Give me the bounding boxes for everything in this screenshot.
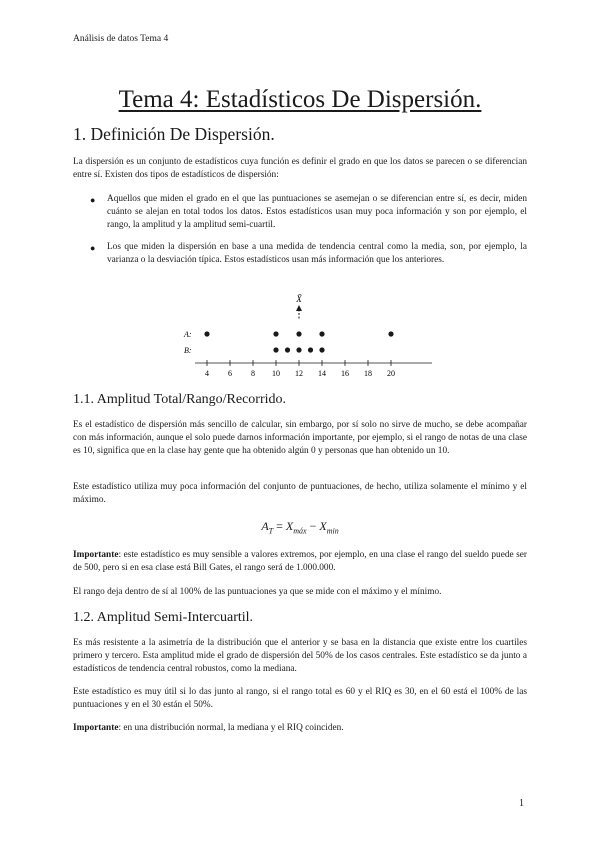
axis-tick-label: 8 — [251, 369, 255, 378]
paragraph-rango-4: El rango deja dentro de sí al 100% de las puntuaciones ya que se mide con el máximo y el mínimo. — [73, 587, 442, 597]
data-points — [204, 331, 393, 352]
intro-paragraph: La dispersión es un conjunto de estadísticos cuya función es definir el grado en que los datos se parecen o se diferencian entre sí. Existen dos tipos de estadísticos de dispersión: — [73, 157, 527, 180]
formula-rhs-1: X — [285, 519, 294, 533]
paragraph-riq-2: Este estadístico es muy útil si lo das junto al rango, si el rango total es 60 y el RIQ es 30, en el 60 está el 100% de las puntuaciones y en el 30 están el 50%. — [73, 687, 527, 710]
important-label: Importante — [73, 550, 119, 560]
data-point-b — [273, 347, 278, 352]
bullet-item-1: Aquellos que miden el grado en el que las puntuaciones se asemejan o se diferencian entre sí, es decir, miden cuánto se alejan en total todos los datos. Estos estadísticos usan muy poca información y son por ejemplo, el rango, la amplitud y la amplitud semi-cuartil. — [107, 194, 527, 230]
data-point-a — [296, 331, 301, 336]
bullet-item-2: Los que miden la dispersión en base a una medida de tendencia central como la media, son, por ejemplo, la varianza o la desviación típica. Estos estadísticos usan más información que los anteriores. — [107, 242, 527, 265]
paragraph-rango-importante — [73, 549, 527, 575]
section-heading-definicion: 1. Definición De Dispersión. — [73, 124, 275, 144]
row-label-a: A: — [184, 330, 192, 339]
formula-amplitud-total: $A_T = X_{máx} - X_{min}$ — [261, 519, 339, 536]
data-point-b — [285, 347, 290, 352]
mean-arrowhead — [296, 305, 302, 311]
axis-tick-label: 16 — [341, 369, 349, 378]
important-text: : este estadístico es muy sensible a valores extremos, por ejemplo, en una clase el rango del sueldo puede ser de 500, pero si en esa clase está Bill Gates, el rango será de 1.000.000. — [73, 550, 527, 573]
paragraph-rango-2: Este estadístico utiliza muy poca información del conjunto de puntuaciones, de hecho, utiliza solamente el mínimo y el máximo. — [73, 482, 527, 505]
paragraph-riq-importante — [73, 722, 527, 735]
axis-tick-label: 4 — [205, 369, 209, 378]
paragraph-riq-1: Es más resistente a la asimetría de la distribución que el anterior y se basa en la distancia que existe entre los cuartiles primero y tercero. Esta amplitud mide el grado de dispersión del 50% de los casos centrales. Este estadístico se da junto a estadísticos de tendencia central robustos, como la mediana. — [73, 638, 527, 674]
data-point-a — [204, 331, 209, 336]
bullet-marker: ● — [90, 195, 96, 205]
formula-rhs-2-sub: min — [326, 526, 339, 536]
data-point-a — [388, 331, 393, 336]
formula-lhs-sub: T — [268, 526, 274, 536]
formula-rhs-2: X — [319, 519, 327, 533]
axis-tick-label: 10 — [272, 369, 280, 378]
page-title: Tema 4: Estadísticos De Dispersión. — [118, 86, 482, 113]
data-point-b — [296, 347, 301, 352]
axis-tick-label: 14 — [318, 369, 326, 378]
axis-tick-label: 18 — [364, 369, 372, 378]
section-heading-semi-intercuartil: 1.2. Amplitud Semi-Intercuartil. — [73, 610, 254, 625]
bullet-marker: ● — [90, 243, 96, 253]
important-text: : en una distribución normal, la mediana y el RIQ coinciden. — [118, 723, 344, 733]
page-header: Análisis de datos Tema 4 — [73, 34, 169, 44]
important-label: Importante — [73, 723, 119, 733]
section-heading-amplitud-total: 1.1. Amplitud Total/Rango/Recorrido. — [73, 392, 287, 407]
paragraph-rango-1: Es el estadístico de dispersión más sencillo de calcular, sin embargo, por sí solo no sirve de mucho, se debe acompañar con más información, aunque el solo puede darnos información importante, por ejemplo, si el rango de notas de una clase es 10, significa que en la clase hay gente que ha obtenido algún 0 y personas que han obtenido un 10. — [73, 420, 527, 456]
data-point-b — [308, 347, 313, 352]
page-number: 1 — [519, 798, 524, 809]
data-point-b — [319, 347, 324, 352]
axis-tick-label: 12 — [295, 369, 303, 378]
formula-lhs: A — [261, 519, 269, 533]
formula-rhs-1-sub: máx — [293, 526, 307, 536]
dispersion-dot-plot — [170, 290, 440, 380]
axis-tick-label: 20 — [387, 369, 395, 378]
data-point-a — [319, 331, 324, 336]
data-point-a — [273, 331, 278, 336]
row-label-b: B: — [184, 346, 192, 355]
axis-tick-label: 6 — [228, 369, 232, 378]
mean-label: X̄ — [296, 294, 302, 304]
